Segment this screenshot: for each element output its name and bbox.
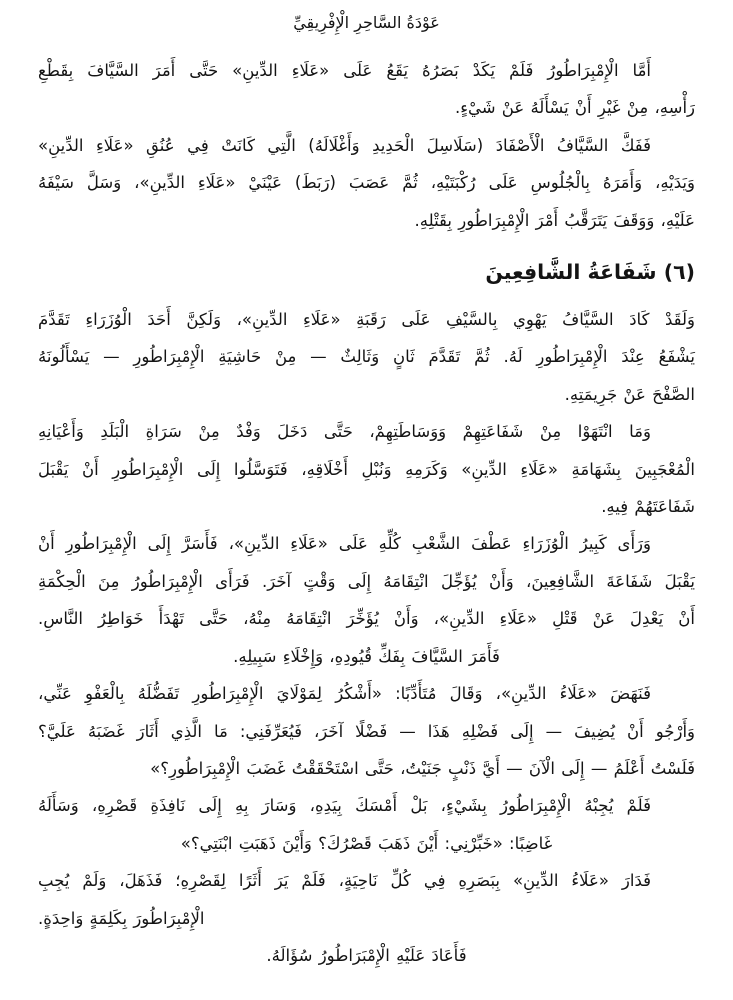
text-line: وَأَرْجُو أَنْ يُضِيفَ — إِلَى فَضْلِهِ هَذَا — فَضْلًا آخَرَ، فَيُعَرِّفَنِي: مَا الَّذِي أَثَارَ غَضَبَهُ عَلَيَّ؟ [38,721,695,741]
text-line: غَاضِبًا: «خَبِّرْنِي: أَيْنَ ذَهَبَ قَصْرُكَ؟ وَأَيْنَ ذَهَبَتِ ابْنَتِي؟» [180,833,553,853]
text-line: شَفَاعَتَهُمْ فِيهِ. [601,497,695,517]
text-line: فَدَارَ «عَلَاءُ الدِّينِ» بِبَصَرِهِ فِي كُلِّ نَاحِيَةٍ، فَلَمْ يَرَ أَثَرًا لِقَصْرِهِ؛ فَذَهَلَ، وَلَمْ يُجِبِ [38,871,651,891]
text-line: أَمَّا الْإِمْبِرَاطُورُ فَلَمْ يَكَدْ بَصَرُهُ يَقَعُ عَلَى «عَلَاءِ الدِّينِ» حَتَّى أَمَرَ السَّيَّافَ بِقَطْعِ [38,61,651,80]
text-line: وَمَا انْتَهَوْا مِنْ شَفَاعَتِهِمْ وَوَسَاطَتِهِمْ، حَتَّى دَخَلَ وَفْدٌ مِنْ سَرَاةِ الْبَلَدِ وَأَعْيَانِهِ [38,422,651,442]
text-line: أَنْ يَعْدِلَ عَنْ قَتْلِ «عَلَاءِ الدِّينِ»، وَأَنْ يُؤَخِّرَ انْتِقَامَهُ مِنْهُ، حَتَّى تَهْدَأَ خَوَاطِرُ النَّاسِ. [38,609,695,629]
text-line: وَرَأَى كَبِيرُ الْوُزَرَاءِ عَطْفَ الشَّعْبِ كُلِّهِ عَلَى «عَلَاءِ الدِّينِ»، فَأَسَرَّ إِلَى الْإِمْبِرَاطُورِ أَنْ [38,534,651,554]
section-heading: (٦) شَفَاعَةُ الشَّافِعِينَ [485,260,695,285]
text-line: يَقْبَلَ شَفَاعَةَ الشَّافِعِينَ، وَأَنْ يُؤَجِّلَ انْتِقَامَهُ إِلَى وَقْتٍ آخَرَ. فَرَأَى الْإِمْبِرَاطُورُ مِنَ الْحِكْمَةِ [38,571,695,591]
paragraph [38,638,695,675]
paragraph [38,301,695,413]
text-line: الْإِمْبِرَاطُورَ بِكَلِمَةٍ وَاحِدَةٍ. [38,908,205,928]
text-line: عَلَيْهِ، وَوَقَفَ يَتَرَقَّبُ أَمْرَ الْإِمْبِرَاطُورِ بِقَتْلِهِ. [414,210,695,230]
paragraph [38,413,695,525]
paragraph [38,937,695,974]
paragraph [38,127,695,239]
text-line: فَأَمَرَ السَّيَّافَ بِفَكِّ قُيُودِهِ، وَإِخْلَاءِ سَبِيلِهِ. [233,646,500,666]
text-line: الصَّفْحَ عَنْ جَرِيمَتِهِ. [564,384,695,404]
text-line: فَلَسْتُ أَعْلَمُ — إِلَى الْآنَ — أَيَّ ذَنْبٍ جَنَيْتُ، حَتَّى اسْتَحْقَقْتُ غَضَبَ الْإِمْبِرَاطُورِ؟» [150,758,695,778]
paragraph [38,675,695,787]
page-title: عَوْدَةُ السَّاحِرِ الْإِفْرِيقِيِّ [293,13,440,32]
text-line: فَلَمْ يُجِبْهُ الْإِمْبِرَاطُورُ بِشَيْءٍ، بَلْ أَمْسَكَ بِيَدِهِ، وَسَارَ بِهِ إِلَى نَافِذَةِ قَصْرِهِ، وَسَأَلَهُ [38,796,651,816]
text-line: وَلَقَدْ كَادَ السَّيَّافُ يَهْوِي بِالسَّيْفِ عَلَى رَقَبَةِ «عَلَاءِ الدِّينِ»، وَلَكِنَّ أَحَدَ الْوُزَرَاءِ تَقَدَّمَ [38,310,695,330]
text-line: يَشْفَعُ عِنْدَ الْإِمْبِرَاطُورِ لَهُ. ثُمَّ تَقَدَّمَ ثَانٍ وَثَالِثٌ — مِنْ حَاشِيَةِ الْإِمْبِرَاطُورِ — يَسْأَلُونَهُ [38,347,695,367]
text-line: فَفَكَّ السَّيَّافُ الْأَصْفَادَ (سَلَاسِلَ الْحَدِيدِ وَأَغْلَالَهُ) الَّتِي كَانَتْ فِي عُنُقِ «عَلَاءِ الدِّينِ» [38,135,651,155]
text-line: رَأْسِهِ، مِنْ غَيْرِ أَنْ يَسْأَلَهُ عَنْ شَيْءٍ. [454,98,695,118]
text-line: فَأَعَادَ عَلَيْهِ الْإِمْبَرَاطُورُ سُؤَالَهُ. [266,945,467,965]
paragraph [38,52,695,127]
text-line: وَيَدَيْهِ، وَأَمَرَهُ بِالْجُلُوسِ عَلَى رُكْبَتَيْهِ، ثُمَّ عَصَبَ (رَبَطَ) عَيْنَيْ «عَلَاءِ الدِّينِ»، وَسَلَّ سَيْفَهُ [38,173,695,193]
text-line: الْمُعْجَبِينَ بِشَهَامَةِ «عَلَاءِ الدِّينِ» وَكَرَمِهِ وَنُبْلِ أَخْلَاقِهِ، فَتَوَسَّلُوا إِلَى الْإِمْبِرَاطُورِ أَنْ يَقْبَلَ [38,459,695,479]
paragraph [38,787,695,862]
paragraph [38,525,695,637]
page-content [38,52,695,974]
paragraph [38,862,695,937]
text-line: فَنَهَضَ «عَلَاءُ الدِّينِ»، وَقَالَ مُتَأَدِّبًا: «أَشْكُرُ لِمَوْلَايَ الْإِمْبِرَاطُورِ تَفَضُّلَهُ بِالْعَفْوِ عَنِّي، [38,684,651,704]
